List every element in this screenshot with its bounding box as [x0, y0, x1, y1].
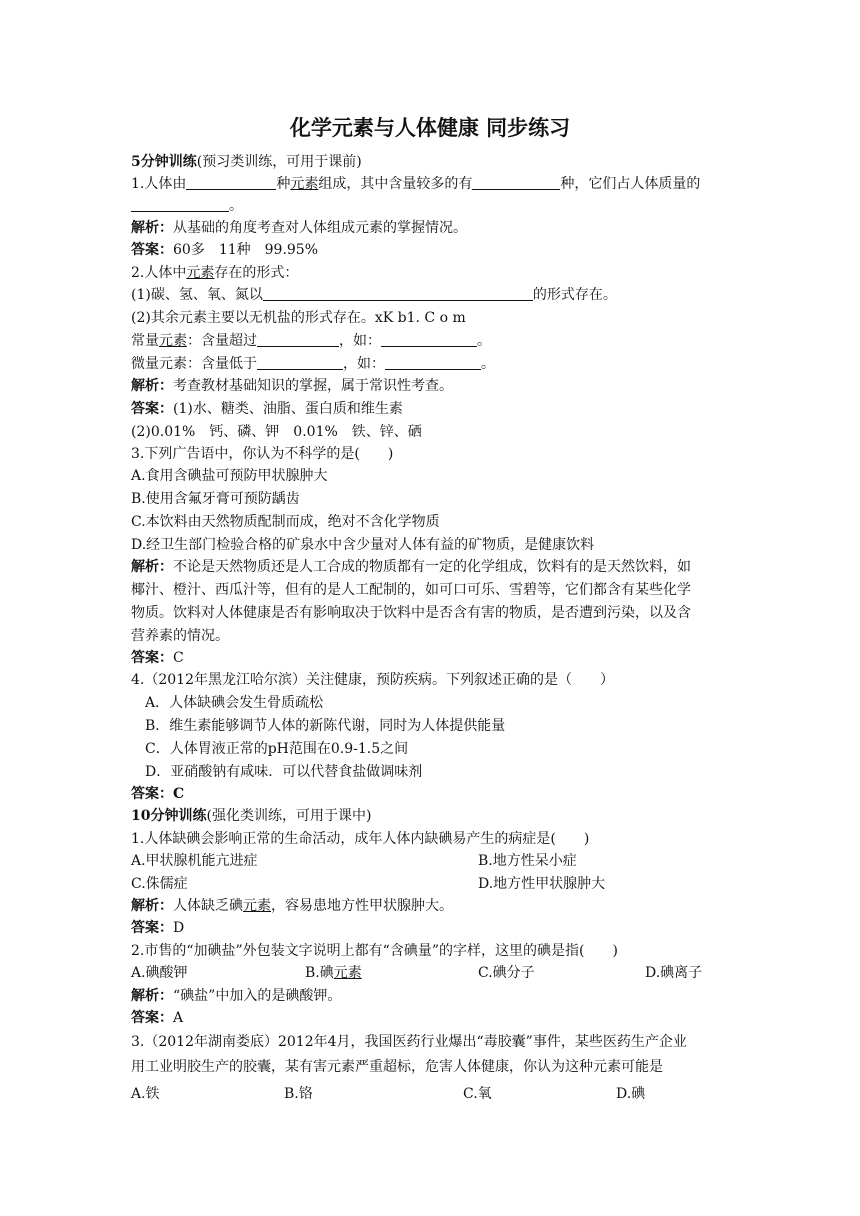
text: (2)其余元素主要以无机盐的形式存在。xK b1. C o m [131, 310, 466, 326]
fill-blank [381, 332, 477, 347]
s2-question-1-analysis [131, 896, 453, 916]
question-2-line-2 [131, 308, 466, 328]
answer-text: (1)水、糖类、油脂、蛋白质和维生素 [173, 401, 403, 417]
analysis-label: 解析： [131, 898, 173, 914]
text: 。 [229, 198, 243, 214]
analysis-text: 考查教材基础知识的掌握，属于常识性考查。 [173, 378, 453, 394]
underlined-term: 元素 [333, 965, 362, 981]
s2-question-2-option-d: D.碘离子 [645, 965, 703, 981]
underlined-term: 元素 [159, 333, 187, 349]
question-1-line-1 [131, 174, 700, 194]
answer-label: 答案： [131, 242, 173, 258]
text: 。 [481, 356, 495, 372]
question-4-stem: 4.（2012年黑龙江哈尔滨）关注健康，预防疾病。下列叙述正确的是（ ） [131, 672, 614, 688]
fill-blank [257, 332, 339, 347]
s2-question-2-answer [131, 1008, 183, 1028]
s2-question-2-stem: 2.市售的“加碘盐”外包装文字说明上都有“含碘量”的字样，这里的碘是指( ) [131, 943, 618, 959]
answer-label: 答案： [131, 786, 173, 802]
question-3-option-b: B.使用含氟牙膏可预防龋齿 [131, 491, 300, 507]
s2-question-1-option-c: C.侏儒症 [131, 876, 188, 892]
text: 种 [276, 176, 291, 192]
question-3-stem: 3.下列广告语中，你认为不科学的是( ) [131, 446, 394, 462]
text: 组成，其中含量较多的有 [318, 176, 473, 192]
question-2-line-4 [131, 354, 495, 374]
fill-blank [257, 355, 343, 370]
answer-label: 答案： [131, 650, 173, 666]
text: (1)碳、氢、氧、氮以 [131, 287, 263, 303]
underlined-term: 元素 [186, 265, 215, 281]
question-4-option-c: C．人体胃液正常的pH范围在0.9-1.5之间 [145, 741, 409, 757]
text: 。 [477, 333, 491, 349]
s2-question-3-option-b: B.铬 [284, 1086, 313, 1102]
text: 的形式存在。 [532, 287, 617, 303]
text: ：含量超过 [187, 333, 257, 349]
answer-text: D [173, 920, 185, 936]
text: B.碘 [305, 965, 334, 981]
question-1-analysis [131, 218, 467, 238]
section-header-10min [131, 806, 371, 826]
s2-question-3-option-a: A.铁 [131, 1086, 160, 1102]
fill-blank [472, 175, 560, 190]
answer-text: A [173, 1010, 184, 1026]
question-2-answer-2 [131, 422, 422, 442]
text: ，如： [343, 356, 385, 372]
s2-question-3-stem-1: 3.（2012年湖南娄底）2012年4月，我国医药行业爆出“毒胶囊”事件，某些医药生产企业 [131, 1034, 687, 1050]
s2-question-2-option-a: A.碘酸钾 [131, 965, 188, 981]
analysis-label: 解析： [131, 988, 173, 1004]
question-1-line-2 [131, 196, 243, 216]
question-2-line-3 [131, 331, 491, 351]
underlined-term: 元素 [290, 176, 319, 192]
s2-question-3-option-c: C.氧 [463, 1086, 492, 1102]
question-3-analysis-1 [131, 557, 691, 577]
question-2-stem [131, 263, 298, 283]
text: 存在的形式： [214, 265, 299, 281]
section-header-5min [131, 152, 362, 172]
text: 微量元素：含量低于 [131, 356, 257, 372]
analysis-label: 解析： [131, 220, 173, 236]
question-3-analysis-2: 椰汁、橙汁、西瓜汁等，但有的是人工配制的，如可口可乐、雪碧等，它们都含有某些化学 [131, 582, 691, 598]
s2-question-2-analysis [131, 986, 341, 1006]
question-3-option-d: D.经卫生部门检验合格的矿泉水中含少量对人体有益的矿物质，是健康饮料 [131, 537, 595, 553]
question-3-analysis-4: 营养素的情况。 [131, 628, 229, 644]
section-note: (强化类训练，可用于课中) [206, 808, 372, 824]
text: 1.人体由 [131, 176, 187, 192]
question-1-answer [131, 240, 318, 260]
question-2-analysis [131, 376, 453, 396]
s2-question-3-option-d: D.碘 [616, 1086, 646, 1102]
analysis-text: ，容易患地方性甲状腺肿大。 [271, 898, 453, 914]
analysis-text: “碘盐”中加入的是碘酸钾。 [173, 988, 342, 1004]
fill-blank [131, 197, 229, 212]
underlined-term: 元素 [243, 898, 271, 914]
analysis-label: 解析： [131, 378, 173, 394]
section-label: 5分钟训练 [131, 154, 197, 170]
text: 常量 [131, 333, 159, 349]
answer-text: (2)0.01% 钙、磷、钾 0.01% 铁、锌、硒 [131, 424, 422, 440]
text: ，如： [339, 333, 381, 349]
s2-question-1-option-b: B.地方性呆小症 [478, 853, 577, 869]
question-2-line-1 [131, 285, 617, 305]
s2-question-2-option-c: C.碘分子 [478, 965, 535, 981]
page-title: 化学元素与人体健康 同步练习 [289, 116, 571, 140]
question-2-answer-1 [131, 399, 403, 419]
section-note: (预习类训练，可用于课前) [196, 154, 362, 170]
text: 2.人体中 [131, 265, 187, 281]
fill-blank [385, 355, 481, 370]
s2-question-3-stem-2: 用工业明胶生产的胶囊，某有害元素严重超标，危害人体健康，你认为这种元素可能是 [131, 1059, 663, 1075]
question-4-option-b: B．维生素能够调节人体的新陈代谢，同时为人体提供能量 [145, 718, 506, 734]
question-3-analysis-3: 物质。饮料对人体健康是否有影响取决于饮料中是否含有害的物质，是否遭到污染，以及含 [131, 605, 691, 621]
question-4-option-a: A．人体缺碘会发生骨质疏松 [145, 695, 324, 711]
question-4-answer [131, 784, 184, 804]
question-3-option-a: A.食用含碘盐可预防甲状腺肿大 [131, 468, 328, 484]
answer-label: 答案： [131, 920, 173, 936]
text: 种，它们占人体质量的 [560, 176, 701, 192]
section-label: 10分钟训练 [131, 808, 207, 824]
s2-question-1-stem: 1.人体缺碘会影响正常的生命活动，成年人体内缺碘易产生的病症是( ) [131, 831, 590, 847]
analysis-text: 人体缺乏碘 [173, 898, 243, 914]
analysis-label: 解析： [131, 559, 173, 575]
answer-text: C [173, 786, 185, 802]
question-3-answer [131, 648, 184, 668]
answer-text: 60多 11种 99.95% [173, 242, 319, 258]
analysis-text: 不论是天然物质还是人工合成的物质都有一定的化学组成，饮料有的是天然饮料，如 [173, 559, 691, 575]
answer-label: 答案： [131, 401, 173, 417]
question-3-option-c: C.本饮料由天然物质配制而成，绝对不含化学物质 [131, 514, 440, 530]
fill-blank [186, 175, 276, 190]
answer-label: 答案： [131, 1010, 173, 1026]
s2-question-1-option-a: A.甲状腺机能亢进症 [131, 853, 258, 869]
s2-question-1-option-d: D.地方性甲状腺肿大 [478, 876, 606, 892]
s2-question-2-option-b [305, 963, 362, 983]
question-4-option-d: D．亚硝酸钠有咸味．可以代替食盐做调味剂 [145, 764, 423, 780]
s2-question-1-answer [131, 918, 184, 938]
fill-blank [263, 286, 533, 301]
answer-text: C [173, 650, 184, 666]
analysis-text: 从基础的角度考查对人体组成元素的掌握情况。 [173, 220, 467, 236]
